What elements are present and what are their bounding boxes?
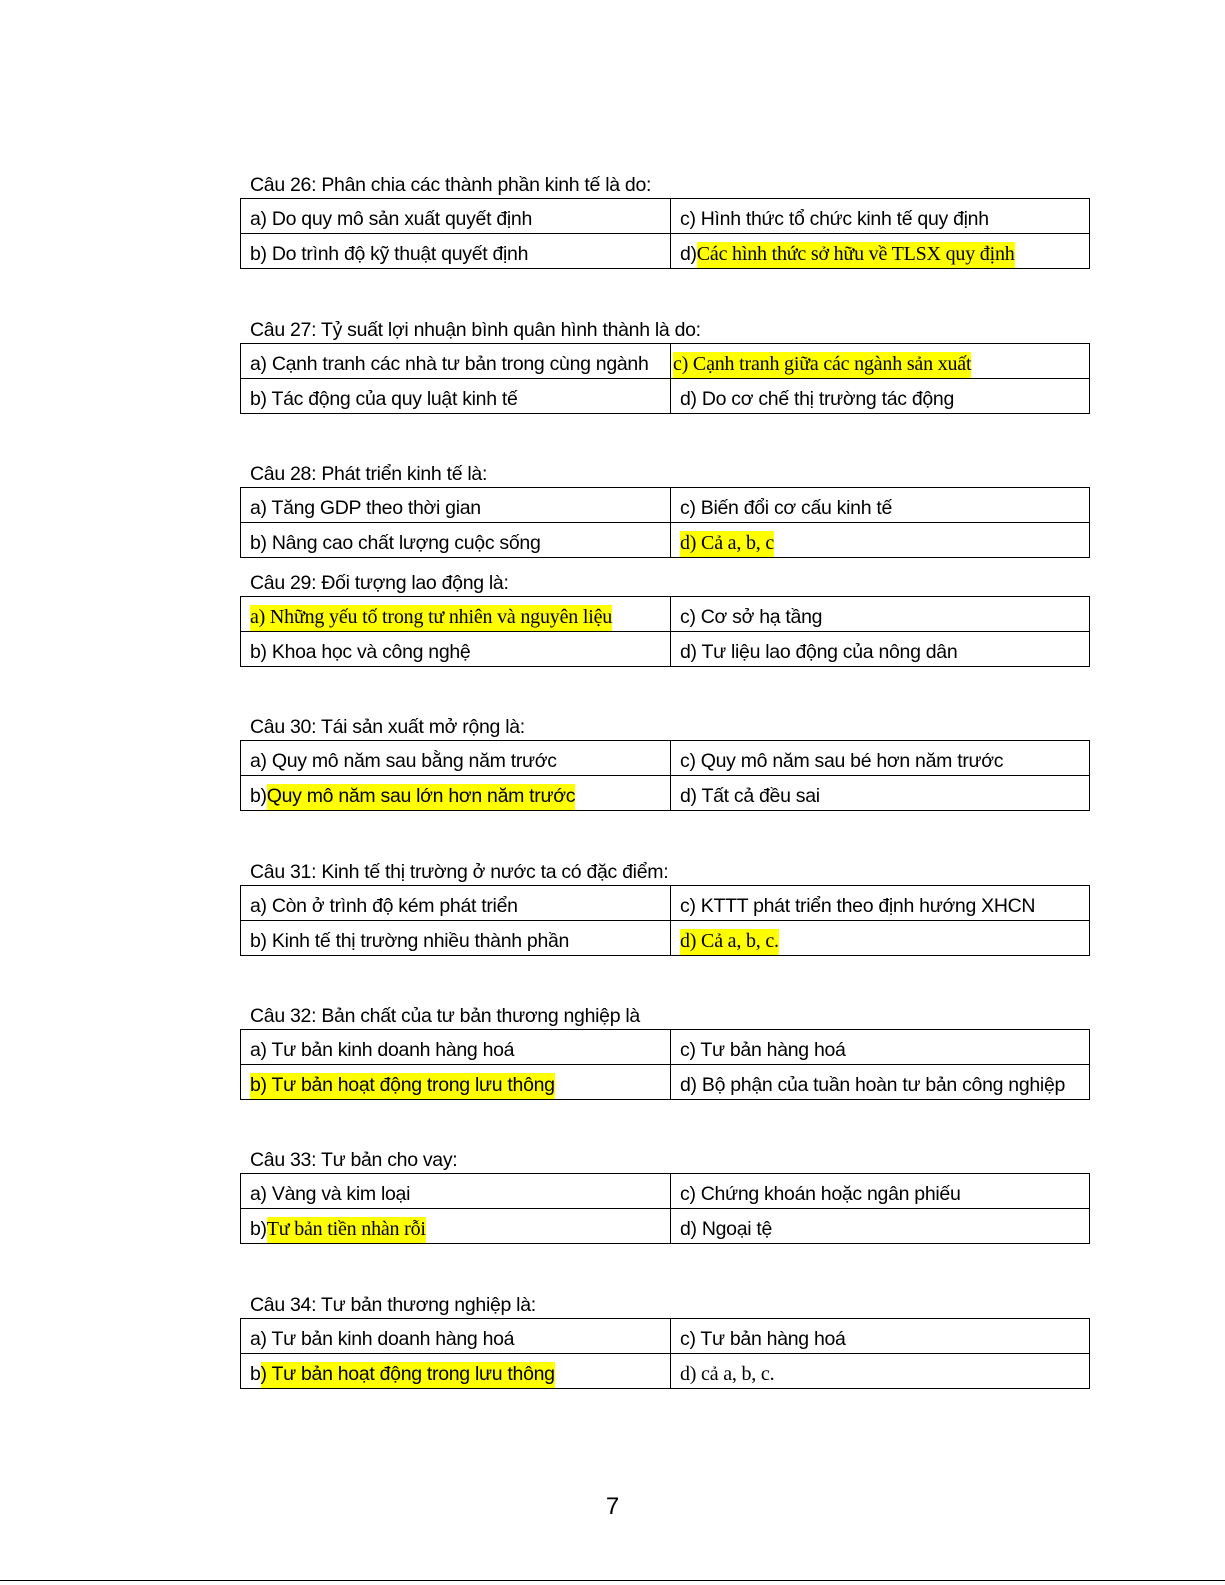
highlighted-answer: c) Cạnh tranh giữa các ngành sản xuất [673, 352, 971, 378]
option-c: c) Quy mô năm sau bé hơn năm trước [671, 741, 1090, 776]
question-title: Câu 26: Phân chia các thành phần kinh tế là do: [250, 174, 652, 196]
option-d: d) cả a, b, c. [671, 1354, 1090, 1389]
question-26 [240, 172, 1090, 269]
highlighted-answer: a) Những yếu tố trong tư nhiên và nguyên liệu [250, 605, 612, 631]
option-c [671, 344, 1090, 379]
question-title: Câu 31: Kinh tế thị trường ở nước ta có đặc điểm: [250, 861, 669, 883]
question-29 [240, 570, 1090, 667]
option-a: a) Do quy mô sản xuất quyết định [241, 199, 671, 234]
highlighted-answer: b) Tư bản hoạt động trong lưu thông [250, 1073, 555, 1099]
question-title: Câu 34: Tư bản thương nghiệp là: [250, 1294, 536, 1316]
option-a: a) Còn ở trình độ kém phát triển [241, 886, 671, 921]
option-c: c) Biến đổi cơ cấu kinh tế [671, 488, 1090, 523]
question-title: Câu 27: Tỷ suất lợi nhuận bình quân hình thành là do: [250, 319, 701, 341]
footer-rule [0, 1580, 1225, 1581]
option-a: a) Cạnh tranh các nhà tư bản trong cùng ngành [241, 344, 671, 379]
option-b: b)Tư bản tiền nhàn rỗi [241, 1209, 671, 1244]
option-d [671, 921, 1090, 956]
question-title: Câu 30: Tái sản xuất mở rộng là: [250, 716, 525, 738]
highlighted-answer: Quy mô năm sau lớn hơn năm trước [267, 784, 575, 810]
option-c: c) Cơ sở hạ tầng [671, 597, 1090, 632]
options-table [240, 343, 1090, 414]
page-number: 7 [605, 1493, 620, 1520]
option-b: b) Do trình độ kỹ thuật quyết định [241, 234, 671, 269]
highlighted-answer: ) Tư bản hoạt động trong lưu thông [261, 1362, 555, 1388]
question-33 [240, 1147, 1090, 1244]
option-c: c) Tư bản hàng hoá [671, 1319, 1090, 1354]
highlighted-answer: d) Cả a, b, c [680, 531, 774, 557]
options-table [240, 198, 1090, 269]
options-table [240, 596, 1090, 667]
option-d: d) Bộ phận của tuần hoàn tư bản công nghiệp [671, 1065, 1090, 1100]
question-30 [240, 714, 1090, 811]
option-a: a) Tăng GDP theo thời gian [241, 488, 671, 523]
option-c: c) Tư bản hàng hoá [671, 1030, 1090, 1065]
option-d: d) Tất cả đều sai [671, 776, 1090, 811]
question-32 [240, 1003, 1090, 1100]
option-b [241, 1065, 671, 1100]
question-title: Câu 29: Đối tượng lao động là: [250, 572, 509, 594]
question-27 [240, 317, 1090, 414]
option-b: b) Tác động của quy luật kinh tế [241, 379, 671, 414]
option-d: d) Ngoại tệ [671, 1209, 1090, 1244]
option-d [671, 523, 1090, 558]
option-c: c) Hình thức tổ chức kinh tế quy định [671, 199, 1090, 234]
option-b: b)Quy mô năm sau lớn hơn năm trước [241, 776, 671, 811]
option-a: a) Tư bản kinh doanh hàng hoá [241, 1030, 671, 1065]
options-table [240, 1173, 1090, 1244]
options-table [240, 1318, 1090, 1389]
option-a: a) Quy mô năm sau bằng năm trước [241, 741, 671, 776]
option-b: b) Khoa học và công nghệ [241, 632, 671, 667]
option-a [241, 597, 671, 632]
option-b: b) Nâng cao chất lượng cuộc sống [241, 523, 671, 558]
question-34 [240, 1292, 1090, 1389]
options-table [240, 1029, 1090, 1100]
options-table [240, 885, 1090, 956]
option-a: a) Tư bản kinh doanh hàng hoá [241, 1319, 671, 1354]
question-title: Câu 32: Bản chất của tư bản thương nghiệp là [250, 1005, 640, 1027]
option-d: d) Tư liệu lao động của nông dân [671, 632, 1090, 667]
question-31 [240, 859, 1090, 956]
options-table [240, 740, 1090, 811]
option-c: c) Chứng khoán hoặc ngân phiếu [671, 1174, 1090, 1209]
option-a: a) Vàng và kim loại [241, 1174, 671, 1209]
question-title: Câu 33: Tư bản cho vay: [250, 1149, 458, 1171]
option-b: b) Kinh tế thị trường nhiều thành phần [241, 921, 671, 956]
options-table [240, 487, 1090, 558]
option-c: c) KTTT phát triển theo định hướng XHCN [671, 886, 1090, 921]
question-28 [240, 461, 1090, 558]
highlighted-answer: Tư bản tiền nhàn rỗi [267, 1217, 426, 1243]
highlighted-answer: d) Cả a, b, c. [680, 929, 779, 955]
option-d: d) Do cơ chế thị trường tác động [671, 379, 1090, 414]
option-b: b) Tư bản hoạt động trong lưu thông [241, 1354, 671, 1389]
question-title: Câu 28: Phát triển kinh tế là: [250, 463, 488, 485]
highlighted-answer: Các hình thức sở hữu về TLSX quy định [697, 242, 1015, 268]
option-d: d)Các hình thức sở hữu về TLSX quy định [671, 234, 1090, 269]
